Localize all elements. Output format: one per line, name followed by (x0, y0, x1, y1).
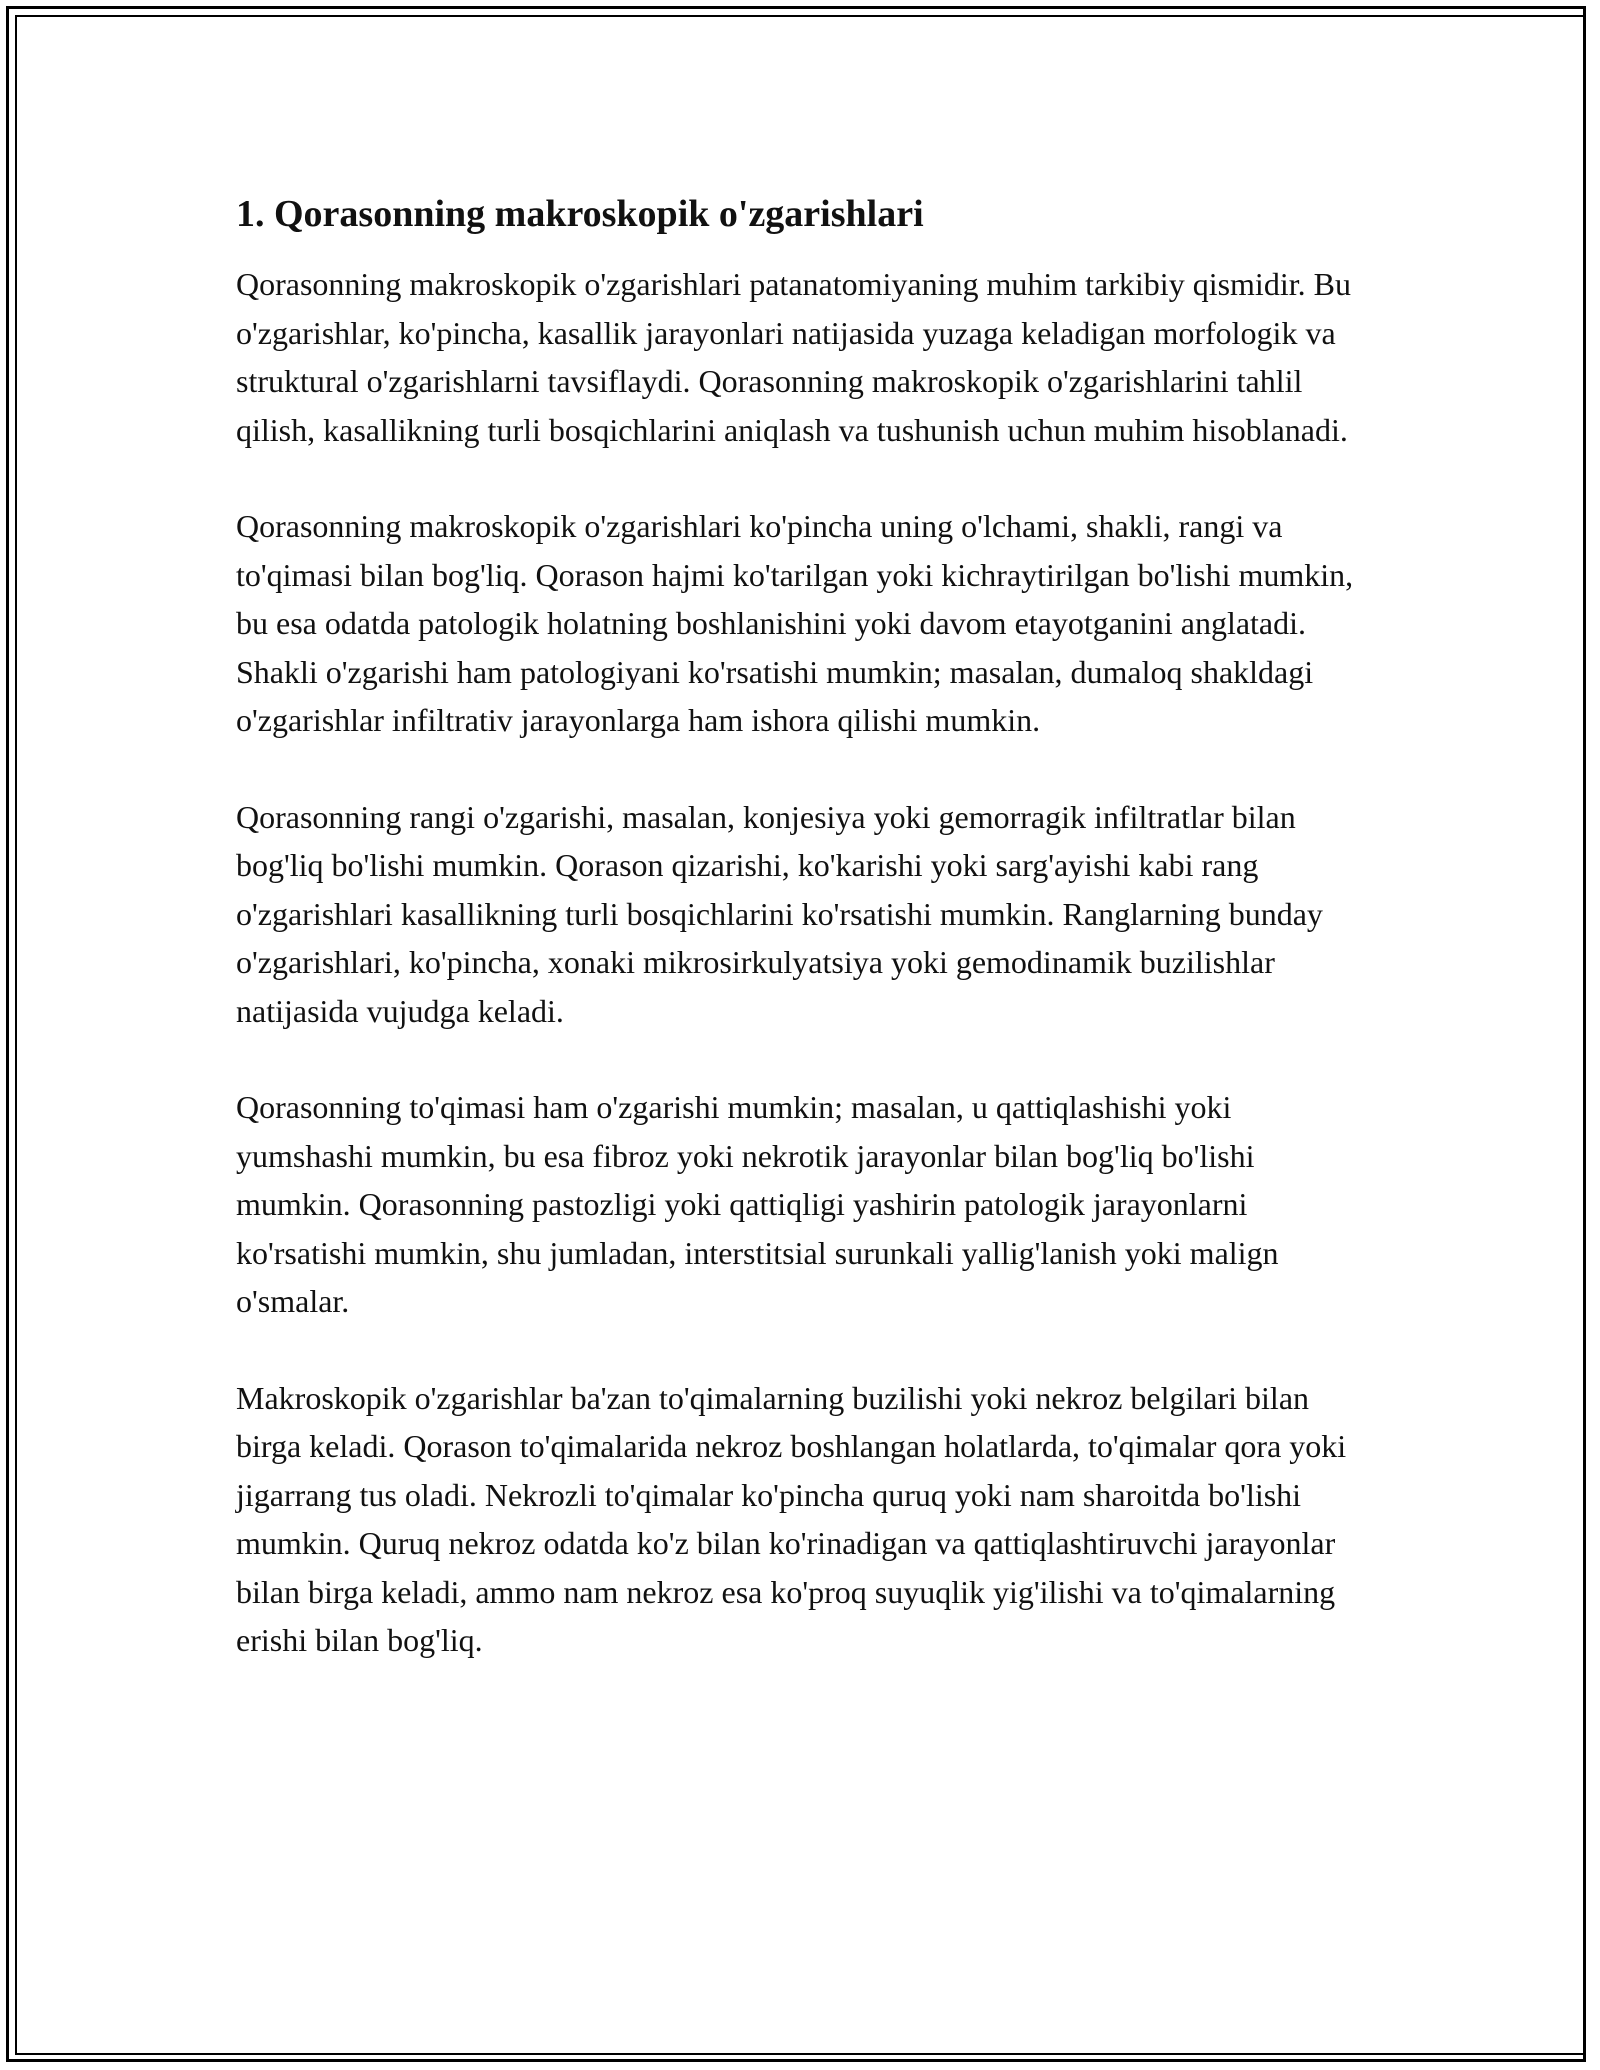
section-heading: 1. Qorasonning makroskopik o'zgarishlari (236, 193, 924, 235)
paragraph-1: Qorasonning makroskopik o'zgarishlari patanatomiyaning muhim tarkibiy qismidir. Bu o'zgarishlar, ko'pincha, kasallik jarayonlari natijasida yuzaga keladigan morfologik va struktural o'zgarishlarni tavsiflaydi. Qorasonning makroskopik o'zgarishlarini tahlil qilish, kasallikning turli bosqichlarini aniqlash va tushunish uchun muhim hisoblanadi. (236, 266, 1351, 448)
paragraph-3: Qorasonning rangi o'zgarishi, masalan, konjesiya yoki gemorragik infiltratlar bilan bog'liq bo'lishi mumkin. Qorason qizarishi, ko'karishi yoki sarg'ayishi kabi rang o'zgarishlari kasallikning turli bosqichlarini ko'rsatishi mumkin. Ranglarning bunday o'zgarishlari, ko'pincha, xonaki mikrosirkulyatsiya yoki gemodinamik buzilishlar natijasida vujudga keladi. (236, 798, 1323, 1029)
document-body (236, 188, 1376, 1713)
paragraph-5: Makroskopik o'zgarishlar ba'zan to'qimalarning buzilishi yoki nekroz belgilari bilan birga keladi. Qorason to'qimalarida nekroz boshlangan holatlarda, to'qimalar qora yoki jigarrang tus oladi. Nekrozli to'qimalar ko'pincha quruq yoki nam sharoitda bo'lishi mumkin. Quruq nekroz odatda ko'z bilan ko'rinadigan va qattiqlashtiruvchi jarayonlar bilan birga keladi, ammo nam nekroz esa ko'proq suyuqlik yig'ilishi va to'qimalarning erishi bilan bog'liq. (236, 1379, 1347, 1658)
paragraph-2: Qorasonning makroskopik o'zgarishlari ko'pincha uning o'lchami, shakli, rangi va to'qimasi bilan bog'liq. Qorason hajmi ko'tarilgan yoki kichraytirilgan bo'lishi mumkin, bu esa odatda patologik holatning boshlanishini yoki davom etayotganini anglatadi. Shakli o'zgarishi ham patologiyani ko'rsatishi mumkin; masalan, dumaloq shakldagi o'zgarishlar infiltrativ jarayonlarga ham ishora qilishi mumkin. (236, 508, 1354, 738)
paragraph-4: Qorasonning to'qimasi ham o'zgarishi mumkin; masalan, u qattiqlashishi yoki yumshashi mumkin, bu esa fibroz yoki nekrotik jarayonlar bilan bog'liq bo'lishi mumkin. Qorasonning pastozligi yoki qattiqligi yashirin patologik jarayonlarni ko'rsatishi mumkin, shu jumladan, interstitsial surunkali yallig'lanish yoki malign o'smalar. (236, 1089, 1279, 1319)
